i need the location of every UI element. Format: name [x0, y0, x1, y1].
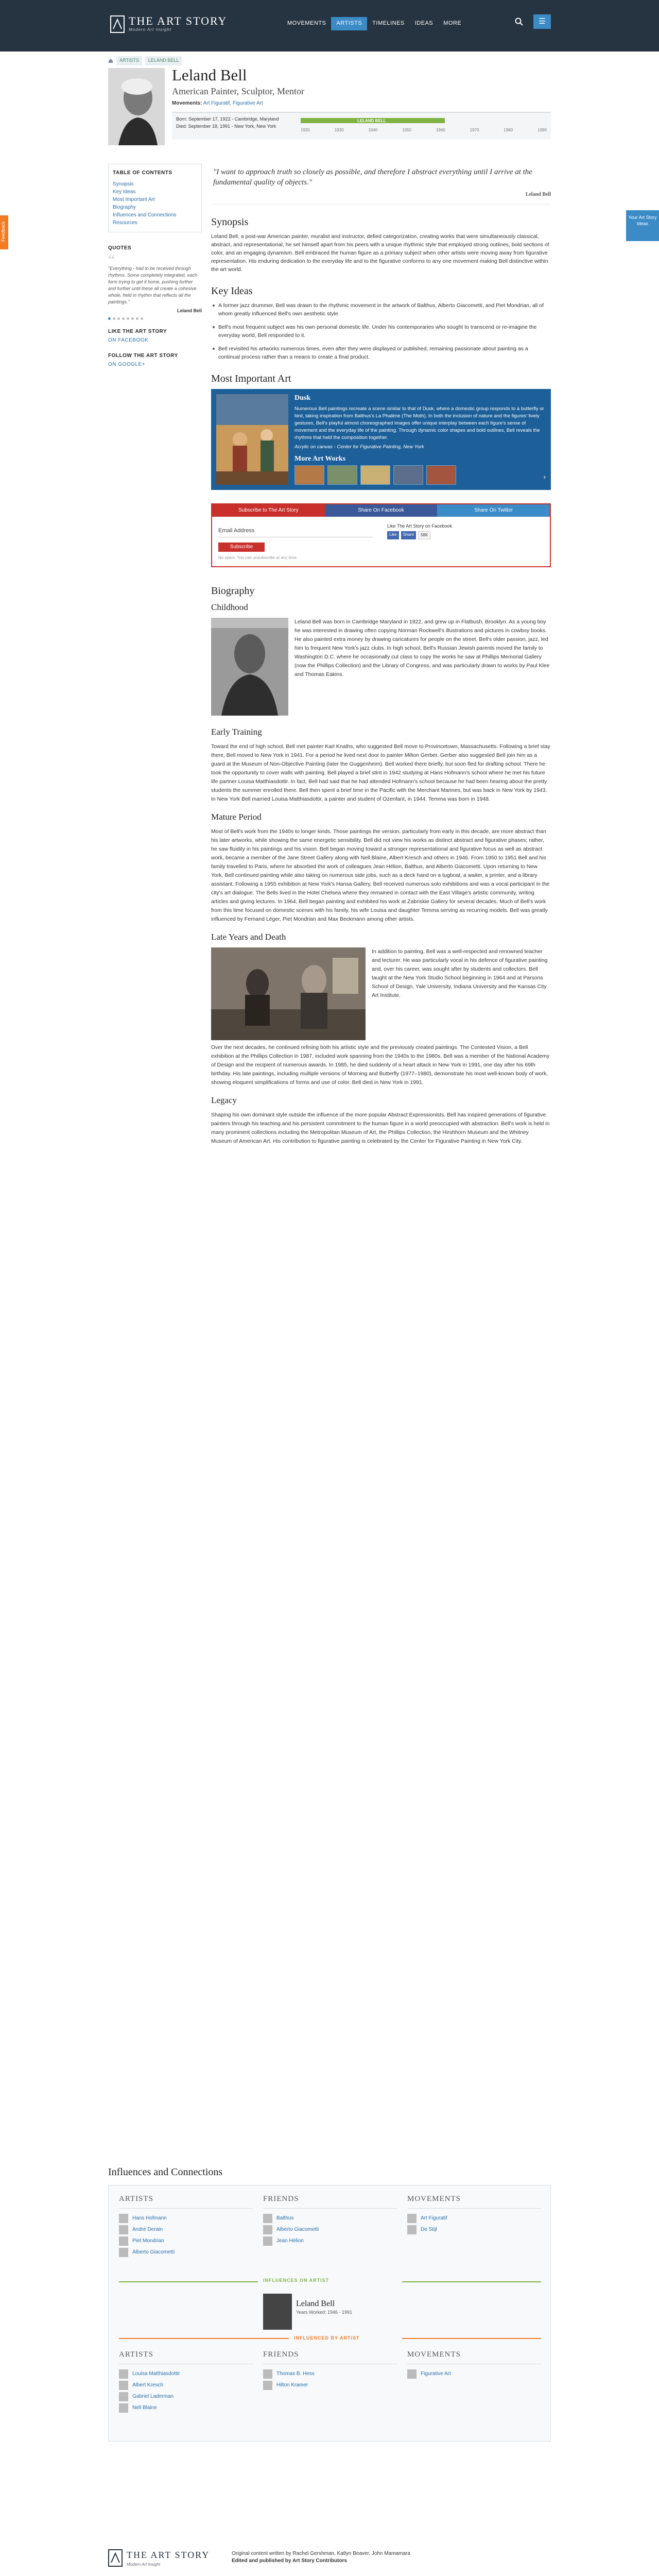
- artwork-title: Dusk: [294, 394, 311, 402]
- influences-title: Influences and Connections: [108, 2166, 223, 2178]
- central-artist-desc: Years Worked: 1946 - 1991: [296, 2310, 353, 2315]
- header-quote: [211, 164, 551, 200]
- logo-title: THE ART STORY: [129, 14, 228, 28]
- artwork-thumbnail[interactable]: [327, 465, 357, 485]
- influenced-by-artist-label: INFLUENCED BY ARTIST: [294, 2335, 360, 2341]
- facebook-like-widget: [387, 531, 430, 539]
- influenced-line: [119, 2338, 289, 2339]
- influencer-friend[interactable]: [263, 2235, 397, 2247]
- influencer-artist[interactable]: [119, 2235, 253, 2247]
- table-of-contents: [108, 164, 202, 232]
- influencer-artists: [119, 2194, 253, 2258]
- influencer-artist-name: Piet Mondrian: [132, 2238, 164, 2244]
- credits-editors: Edited and published by Art Story Contributors: [232, 2558, 348, 2564]
- central-artist: [263, 2294, 397, 2335]
- pager-dot[interactable]: [113, 317, 115, 320]
- main-nav: [282, 17, 466, 30]
- credits-authors: Original content written by Rachel Gershman, Katlyn Beaver, John Mamamara: [232, 2551, 410, 2556]
- early-training-text: Toward the end of high school, Bell met painter Karl Knaths, who suggested Bell move to Provincetown, Massachusetts. Following a brief stay there, Bell moved to New York in 1941. For a period he lived next door to painter Milton Gerber. Gerber also suggested Bell join him as a guard at the Museum of Non-Objective Painting (later the Guggenheim). Bell worked there briefly, but soon fled for drafting school. There he took the opportunity to cover walls with painting. Bell played a brief stint in 1942 studying at Hans Hofmann's school where he met his future life partner Louisa Matthiasdottir. In fact, Bell had said that he had attended Hofmann's school because he had been hearing about the pretty students the summer enrolled there. Bell then spent a brief time in the Pacific with the Merchant Marines, but was back in New York by 1943. In New York Bell married Louisa Matthiasdottir, a painter and student of Ozenfant, in 1944. Temma was born in 1948.: [211, 743, 550, 802]
- legacy-text: Shaping his own dominant style outside the influence of the more popular Abstract Expressionists, Bell has inspired generations of figurative painters through his teaching and his persistent commitment to the human figure in a world preoccupied with abstraction. Bell's work is held in many prominent collections including the Metropolitan Museum of Art, the Phillips Collection, the Hirshhorn Museum and the Whitney Museum of American Art. His contribution to figurative painting is celebrated by the Center for Figurative Painting in New York City.: [211, 1112, 550, 1144]
- email-field[interactable]: Email Address: [218, 525, 373, 537]
- influencer-artist-name: Hans Hofmann: [132, 2215, 167, 2221]
- mature-period-text: Most of Bell's work from the 1940s to longer kinds. Those paintings the version, particularly from early in this decade, are more abstract than his later artworks, while showing the same energetic sensibility. Bell did not view his works as distinct abstract and figurative phases; rather, he saw fluidity in his paintings and his vision. Bell began moving toward a stronger representational and figurative focus as well as abstract work, became a member of the Jane Street Gallery along with Nell Blaine, Albert Kresch and others in 1946. From 1950 to 1951 Bell and his family travelled to Paris, where he absorbed the work of colleagues Jean Hélion, Balthus, and Alberto Giacometti. Upon returning to New York, Bell continued painting while also taking on numerous side jobs, such as a deck hand on a tugboat, a waiter, a printer, and a library assistant. Following a 1955 exhibition at New York's Hansa Gallery, Bell received numerous solo exhibitions and was a vocal participant in the city's art dialogue. The Bells lived in the Hotel Chelsea where they remained in contact with the East Village's artistic community, writing articles and giving lectures. In 1964, Bell began painting and exhibited his work at Zabriskie Gallery for several decades. Much of Bell's work from this time focused on domestic scenes with his family, his wife Louisa and daughter Temma serving as recurring models. Bell was greatly influenced by Fernand Léger, Piet Mondrian and Max Beckmann among other artists.: [211, 828, 550, 922]
- credits-text: [232, 2550, 410, 2565]
- nav-timelines[interactable]: TIMELINES: [372, 20, 405, 26]
- logo-icon: [108, 2549, 123, 2567]
- search-icon[interactable]: [515, 18, 523, 26]
- influenced-friend-name: Hilton Kramer: [276, 2382, 308, 2388]
- influenced-artist[interactable]: [119, 2391, 253, 2402]
- influencer-movements: [407, 2194, 541, 2235]
- central-artist-name: Leland Bell: [296, 2299, 335, 2308]
- sidebar-quote-text: "Everything - had to be received through rhythms. Some completely integrated, each form trying to get it home, pushing further and further until these all create a cohesive whole, held in rhythm that reflects all the paintings.": [108, 266, 198, 304]
- influencer-friends: [263, 2194, 397, 2247]
- home-icon[interactable]: [108, 58, 113, 63]
- influencer-friend-name: Alberto Giacometti: [276, 2226, 319, 2232]
- artist-header: [108, 66, 551, 164]
- key-idea-item: Bell revisited his artworks numerous times, even after they were displayed or published, remaining passionate about painting as a continual process rather than a means to create a final product.: [218, 345, 551, 361]
- influenced-artist-name: Albert Kresch: [132, 2382, 164, 2388]
- site-header: [0, 0, 659, 52]
- influencer-friends-label: FRIENDS: [263, 2194, 397, 2209]
- influencer-artist[interactable]: [119, 2247, 253, 2258]
- facebook-like-label: Like The Art Story on Facebook: [387, 523, 452, 529]
- influenced-artist[interactable]: [119, 2368, 253, 2380]
- article: [211, 164, 551, 1150]
- share-facebook-tab[interactable]: Share On Facebook: [325, 504, 438, 517]
- artwork-thumbnail[interactable]: [360, 465, 390, 485]
- avatar: [407, 2369, 417, 2379]
- influenced-friend[interactable]: [263, 2380, 397, 2391]
- quotes-heading: QUOTES: [108, 245, 132, 251]
- artwork-card: [211, 389, 551, 490]
- synopsis-title: Synopsis: [211, 216, 249, 228]
- artwork-thumbnail[interactable]: [294, 465, 324, 485]
- artwork-description: Numerous Bell paintings recreate a scene similar to that of Dusk, where a domestic group responds to a butterfly or bird, taking inspiration from Balthus's La Phalène (The Moth). In both the inclusion of nature and the figures' lively gestures, Bell's playful almost choreographed images offer unique interplay between each figure's sense of movement and the everyday life of the painting. Through dynamic color shapes and bold outlines, Bell reveals the rhythms that held the composition together.: [294, 406, 544, 441]
- influenced-line: [402, 2338, 541, 2339]
- artist-portrait: [108, 68, 165, 145]
- subscribe-note: No spam. You can unsubscribe at any time.: [218, 555, 298, 560]
- credits-logo-title: THE ART STORY: [127, 2550, 210, 2560]
- influenced-friend-name: Thomas B. Hess: [276, 2370, 315, 2377]
- influenced-movement[interactable]: [407, 2368, 541, 2380]
- credits-logo: [108, 2548, 210, 2568]
- influenced-movement-name: Figurative Art: [421, 2370, 451, 2377]
- influenced-friends: [263, 2349, 397, 2391]
- influencer-movements-label: MOVEMENTS: [407, 2194, 541, 2209]
- influenced-movements-label: MOVEMENTS: [407, 2349, 541, 2364]
- artist-movements: [172, 100, 551, 108]
- timeline-tick: 1990: [537, 127, 547, 132]
- subscribe-tabs: [212, 504, 550, 517]
- influencer-movement-name: De Stijl: [421, 2226, 437, 2232]
- google-link[interactable]: ON GOOGLE+: [108, 361, 145, 367]
- died-text: Died: September 18, 1991 - New York, New York: [176, 123, 276, 129]
- childhood-title: Childhood: [211, 602, 248, 612]
- influenced-artist-name: Louisa Matthiasdottir: [132, 2370, 180, 2377]
- share-twitter-tab[interactable]: Share On Twitter: [437, 504, 550, 517]
- influenced-artist-name: Nell Blaine: [132, 2404, 157, 2411]
- timeline-tick: 1930: [334, 127, 344, 132]
- important-art-title: Most Important Art: [211, 373, 291, 384]
- ideas-box[interactable]: Your Art Story Ideas: [626, 210, 659, 241]
- timeline-tick: 1940: [368, 127, 378, 132]
- mature-period-title: Mature Period: [211, 812, 262, 822]
- facebook-follow: [108, 328, 202, 344]
- influences-on-artist-label: INFLUENCES ON ARTIST: [263, 2278, 330, 2283]
- credits-logo-tagline: Modern Art Insight: [127, 2562, 161, 2567]
- legacy-title: Legacy: [211, 1095, 237, 1105]
- biography-title: Biography: [211, 585, 255, 597]
- nav-ideas[interactable]: IDEAS: [414, 20, 433, 26]
- influenced-artist-name: Gabriel Laderman: [132, 2393, 174, 2399]
- late-years-text-b: Over the next decades, he continued refining both his artistic style and the previously created paintings. The Contested Vision, a Bell exhibition at the Phillips Collection in 1987, included work spanning from the 1940s to the 1980s. Bell was a member of the National Academy of Design and the recipient of numerous awards. In 1985, he died suddenly of a heart attack in New York in 1991, one day after his 69th birthday. His late paintings, including multiple versions of Morning and Butterfly (1977–1980), demonstrate his most well-known body of work, showing eloquent simplifications of forms and use of color. Bell died in New York in 1991.: [211, 1044, 550, 1086]
- movements-link[interactable]: Art Figuratif, Figurative Art: [203, 100, 263, 107]
- avatar: [119, 2236, 128, 2246]
- influenced-friend[interactable]: [263, 2368, 397, 2380]
- movements-label: Movements:: [172, 100, 202, 107]
- timeline-tick: 1970: [470, 127, 479, 132]
- influencer-movement[interactable]: [407, 2224, 541, 2235]
- subscribe-tab[interactable]: Subscribe to The Art Story: [212, 504, 325, 517]
- timeline-ticks: [301, 127, 547, 137]
- pager-dot[interactable]: [127, 317, 129, 320]
- header-quote-author: Leland Bell: [525, 192, 551, 197]
- pager-dot[interactable]: [136, 317, 138, 320]
- avatar: [407, 2225, 417, 2234]
- influencer-artist-name: André Derain: [132, 2226, 163, 2232]
- sidebar-quote-author: Leland Bell: [177, 308, 202, 313]
- synopsis-text: Leland Bell, a post-war American painter, muralist and instructor, defied categorization, creating works that were simultaneously classical, abstract, and representational, he set himself apart from his peers with a unique rhythmic style that employed strong outlines, bold sections of color, and an engaging dynamism. Bell embraced the human figure as a primary subject when other artists were moving away from figurative representation. His enduring dedication to the everyday life and to the figurative conforms to any one movement making Bell distinctive within the art world.: [211, 233, 549, 273]
- influenced-artist[interactable]: [119, 2402, 253, 2414]
- influence-line: [119, 2281, 258, 2282]
- divider: [211, 204, 551, 205]
- influencer-artist[interactable]: [119, 2224, 253, 2235]
- influencer-artist[interactable]: [119, 2213, 253, 2224]
- left-sidebar: [108, 164, 202, 368]
- influenced-artist[interactable]: [119, 2380, 253, 2391]
- childhood-text: Leland Bell was born in Cambridge Maryland in 1922, and grew up in Flatbush, Brooklyn. As a young boy he was interested in drawing often copying Norman Rockwell's illustrations and pictures in cowboy books. He also painted extra money by drawing caricatures for people on the street. Bell's older passion, jazz, led him to frequent New York's jazz clubs. In high school, Bell's Russian Jewish parents moved the family to Washington D.C. where he occasionally cut class to copy the works he saw at Phillips Memorial Gallery (now the Phillips Collection) and the Library of Congress, and was particularly drawn to works by Paul Klee and Thomas Eakins.: [294, 619, 550, 677]
- facebook-like-count: 58K: [418, 531, 430, 539]
- influence-line: [402, 2281, 541, 2282]
- header-quote-text: "I want to approach truth so closely as possible, and therefore I abstract everything until I arrive at the fundamental quality of objects.": [213, 168, 532, 187]
- breadcrumb: [108, 52, 551, 66]
- quotes-box: [108, 245, 202, 320]
- avatar: [407, 2214, 417, 2223]
- breadcrumb-artists[interactable]: ARTISTS: [116, 56, 142, 65]
- influencer-movement-name: Art Figuratif: [421, 2215, 447, 2221]
- avatar: [119, 2369, 128, 2379]
- nav-artists[interactable]: ARTISTS: [331, 17, 367, 30]
- avatar: [119, 2248, 128, 2257]
- avatar: [119, 2214, 128, 2223]
- feedback-tab[interactable]: Feedback: [0, 215, 8, 249]
- influencer-friend[interactable]: [263, 2224, 397, 2235]
- life-timeline: [172, 112, 551, 140]
- logo-icon: [110, 15, 125, 33]
- key-ideas-title: Key Ideas: [211, 285, 253, 297]
- toc-heading: TABLE OF CONTENTS: [113, 170, 172, 176]
- influencer-friend[interactable]: [263, 2213, 397, 2224]
- timeline-tick: 1920: [301, 127, 310, 132]
- influenced-artists-label: ARTISTS: [119, 2349, 253, 2364]
- influencer-friend-name: Balthus: [276, 2215, 294, 2221]
- subscribe-box: [211, 503, 551, 567]
- facebook-like-button[interactable]: Like: [387, 531, 399, 539]
- site-logo[interactable]: [110, 15, 227, 33]
- key-idea-item: Bell's most frequent subject was his own personal domestic life. Under his contemporaries who sought to transcend or re-imagine the everyday world, Bell responded to it.: [218, 323, 551, 340]
- timeline-bar-label: LELAND BELL: [357, 118, 386, 123]
- influences-chart: [108, 2185, 551, 2442]
- nav-movements[interactable]: MOVEMENTS: [287, 20, 326, 26]
- hamburger-menu-icon[interactable]: ☰: [533, 14, 551, 29]
- avatar: [263, 2369, 272, 2379]
- avatar: [119, 2403, 128, 2413]
- influenced-movements: [407, 2349, 541, 2380]
- facebook-link[interactable]: ON FACEBOOK: [108, 337, 149, 343]
- artwork-thumbnail[interactable]: [393, 465, 423, 485]
- early-training-title: Early Training: [211, 727, 262, 737]
- toc-item-biography[interactable]: Biography: [113, 204, 136, 210]
- logo-tagline: Modern Art Insight: [129, 27, 172, 32]
- facebook-share-button[interactable]: Share: [401, 531, 416, 539]
- avatar: [263, 2214, 272, 2223]
- influencer-movement[interactable]: [407, 2213, 541, 2224]
- toc-item-important-art[interactable]: Most Important Art: [113, 196, 155, 202]
- artist-subtitle: American Painter, Sculptor, Mentor: [172, 86, 304, 96]
- timeline-tick: 1950: [402, 127, 411, 132]
- toc-item-influences[interactable]: Influences and Connections: [113, 212, 177, 218]
- nav-more[interactable]: MORE: [443, 20, 462, 26]
- artwork-thumbnails: [294, 465, 456, 485]
- influences-section: [0, 2158, 659, 2442]
- late-years-text-a: In addition to painting, Bell was a well-respected and renowned teacher and lecturer. He was particularly vocal in his defence of figurative painting and, over his career, was sought after by students and collectors. Bell taught at the New York Studio School beginning in 1964 and at Parsons School of Design, Yale University, Indiana University and the Kansas City Art Institute.: [372, 948, 548, 998]
- influenced-artists: [119, 2349, 253, 2414]
- toc-item-resources[interactable]: Resources: [113, 219, 137, 226]
- toc-item-key-ideas[interactable]: Key Ideas: [113, 189, 136, 195]
- breadcrumb-current: LELAND BELL: [145, 56, 182, 65]
- pager-dot[interactable]: [131, 317, 134, 320]
- google-follow-label: FOLLOW THE ART STORY: [108, 353, 178, 359]
- quote-mark-icon: “: [108, 251, 115, 268]
- pager-dot[interactable]: [122, 317, 125, 320]
- pager-dot[interactable]: [141, 317, 143, 320]
- pager-dot[interactable]: [108, 317, 111, 320]
- artwork-credit: Acrylic on canvas - Center for Figurative Painting, New York: [294, 444, 424, 450]
- quote-pager[interactable]: [108, 317, 202, 320]
- subscribe-button[interactable]: Subscribe: [218, 543, 265, 552]
- avatar: [119, 2225, 128, 2234]
- artwork-image[interactable]: [216, 394, 288, 485]
- chevron-right-icon[interactable]: ›: [543, 472, 546, 481]
- key-idea-item: A former jazz drummer, Bell was drawn to the rhythmic movement in the artwork of Balthus, Alberto Giacometti, and Piet Mondrian, all of whom greatly influenced Bell's own aesthetic style.: [218, 301, 551, 318]
- central-artist-photo: [263, 2294, 292, 2330]
- avatar: [119, 2392, 128, 2401]
- born-text: Born: September 17, 1922 - Cambridge, Maryland: [176, 116, 279, 122]
- influencer-artists-label: ARTISTS: [119, 2194, 253, 2209]
- facebook-follow-label: LIKE THE ART STORY: [108, 329, 167, 335]
- avatar: [263, 2236, 272, 2246]
- influencer-friend-name: Jean Hélion: [276, 2238, 304, 2244]
- influenced-friends-label: FRIENDS: [263, 2349, 397, 2364]
- credits-section: [0, 2543, 659, 2576]
- toc-item-synopsis[interactable]: Synopsis: [113, 181, 134, 187]
- artist-name: Leland Bell: [172, 66, 247, 84]
- avatar: [263, 2225, 272, 2234]
- google-follow: [108, 352, 202, 368]
- late-years-photo: [211, 947, 366, 1040]
- late-years-title: Late Years and Death: [211, 932, 286, 942]
- timeline-tick: 1980: [504, 127, 513, 132]
- childhood-photo: [211, 618, 288, 716]
- artwork-thumbnail[interactable]: [426, 465, 456, 485]
- pager-dot[interactable]: [117, 317, 120, 320]
- influencer-artist-name: Alberto Giacometti: [132, 2249, 175, 2255]
- more-artworks-label: More Art Works: [294, 455, 346, 463]
- timeline-tick: 1960: [436, 127, 445, 132]
- avatar: [119, 2381, 128, 2390]
- avatar: [263, 2381, 272, 2390]
